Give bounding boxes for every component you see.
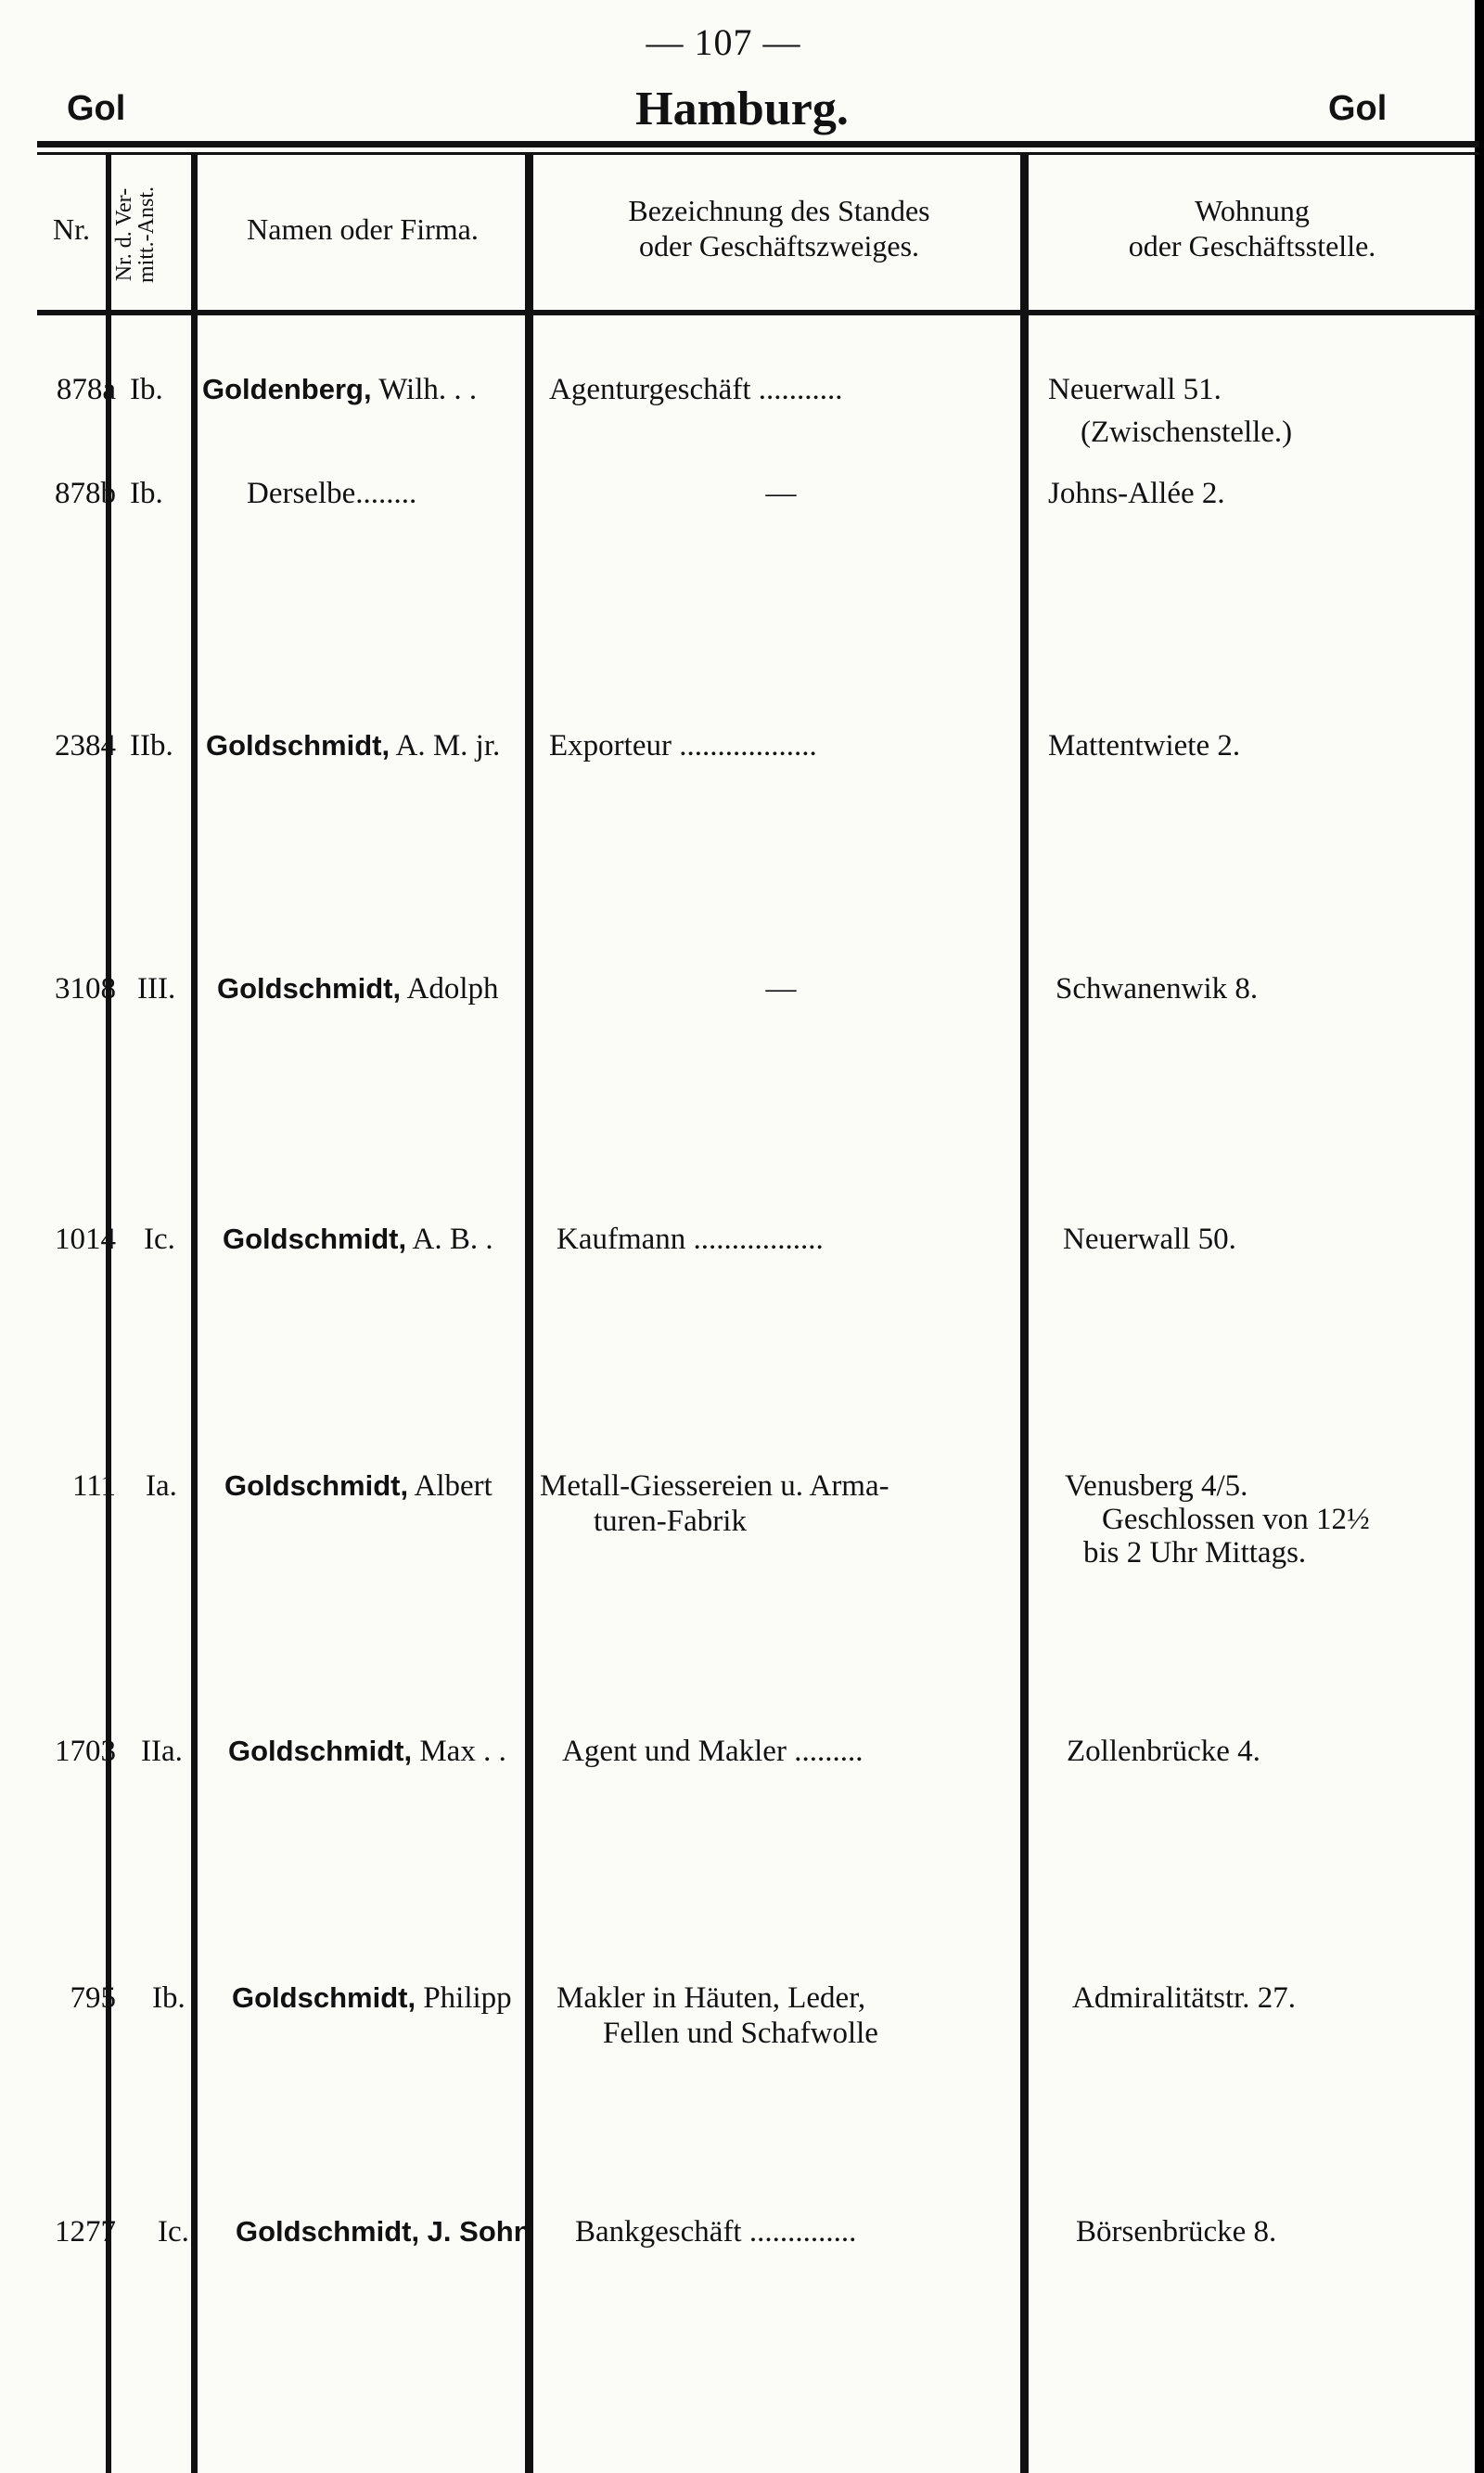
row-name-rest: Albert bbox=[408, 1469, 493, 1503]
row-nr: 3108 bbox=[55, 972, 116, 1006]
header-rule-thick bbox=[37, 141, 1479, 147]
row-name: Derselbe........ bbox=[247, 477, 417, 510]
column-header-stand: Bezeichnung des Standes oder Geschäftszweiges. bbox=[628, 194, 930, 263]
row-vermitt: Ic. bbox=[144, 1223, 175, 1256]
row-vermitt: Ib. bbox=[130, 373, 163, 406]
column-header-nr: Nr. bbox=[53, 212, 90, 246]
row-name bbox=[206, 727, 521, 764]
row-stand-line1: Makler in Häuten, Leder, bbox=[556, 1981, 866, 2015]
page-number: — 107 — bbox=[646, 21, 801, 63]
column-header-wohnung: Wohnung oder Geschäftsstelle. bbox=[1128, 194, 1376, 263]
column-header-vermitt bbox=[108, 158, 163, 311]
column-header-rule bbox=[37, 310, 1479, 315]
row-wohnung: Admiralitätstr. 27. bbox=[1072, 1981, 1297, 2015]
row-wohnung: Börsenbrücke 8. bbox=[1076, 2215, 1277, 2249]
row-wohnung-note: Geschlossen von 12½ bbox=[1102, 1503, 1370, 1536]
row-nr: 878b bbox=[55, 477, 116, 510]
row-name-bold: Goldschmidt, bbox=[217, 972, 402, 1005]
row-vermitt: Ic. bbox=[158, 2215, 189, 2249]
row-name-rest: Wilh. . . bbox=[371, 373, 478, 406]
row-name bbox=[224, 1467, 540, 1505]
row-vermitt: III. bbox=[137, 972, 176, 1006]
row-name-bold: Goldschmidt, bbox=[228, 1735, 413, 1767]
header-right-tag: Gol bbox=[1328, 89, 1388, 128]
row-name-rest: Max . . bbox=[412, 1735, 506, 1768]
row-stand: Kaufmann ................. bbox=[556, 1223, 824, 1256]
row-stand: — bbox=[765, 972, 797, 1006]
column-divider bbox=[1020, 152, 1029, 2473]
row-nr: 1703 bbox=[55, 1735, 116, 1768]
column-divider bbox=[191, 152, 198, 2473]
row-stand: Agent und Makler ......... bbox=[562, 1735, 864, 1768]
row-stand-line2: Fellen und Schafwolle bbox=[603, 2017, 878, 2050]
row-stand-line1: Metall-Giessereien u. Arma- bbox=[540, 1469, 889, 1503]
row-name-rest: Philipp bbox=[416, 1981, 512, 2015]
row-name bbox=[202, 371, 518, 408]
row-name-bold: Goldschmidt, bbox=[224, 1469, 409, 1502]
city-title: Hamburg. bbox=[635, 83, 849, 135]
row-stand: Exporteur .................. bbox=[549, 729, 817, 762]
row-wohnung: Neuerwall 51. bbox=[1048, 373, 1222, 406]
row-wohnung: Schwanenwik 8. bbox=[1055, 972, 1259, 1006]
row-name-bold: Goldschmidt, bbox=[223, 1223, 407, 1255]
row-name bbox=[236, 2213, 551, 2250]
row-name-rest: Adolph bbox=[401, 972, 499, 1006]
row-name-rest: A. B. . bbox=[406, 1223, 493, 1256]
row-vermitt: IIb. bbox=[130, 729, 173, 762]
row-name bbox=[217, 970, 532, 1007]
row-stand: Bankgeschäft .............. bbox=[575, 2215, 857, 2249]
row-name bbox=[228, 1733, 544, 1770]
row-nr: 2384 bbox=[55, 729, 116, 762]
header-left-tag: Gol bbox=[67, 89, 126, 128]
row-vermitt: Ib. bbox=[152, 1981, 186, 2015]
row-stand: Agenturgeschäft ........... bbox=[549, 373, 843, 406]
row-name bbox=[223, 1221, 538, 1258]
row-stand: — bbox=[765, 477, 797, 510]
column-header-name: Namen oder Firma. bbox=[247, 212, 479, 246]
row-name-rest: A. M. jr. bbox=[390, 729, 501, 762]
row-wohnung: Venusberg 4/5. bbox=[1065, 1469, 1248, 1503]
row-name-bold: Goldschmidt, bbox=[206, 729, 390, 762]
row-nr: 878a bbox=[56, 373, 116, 406]
row-nr: 1014 bbox=[55, 1223, 116, 1256]
row-vermitt: IIa. bbox=[141, 1735, 183, 1768]
row-nr: 795 bbox=[70, 1981, 116, 2015]
row-name-bold: Goldenberg, bbox=[202, 373, 372, 405]
row-wohnung-note: bis 2 Uhr Mittags. bbox=[1083, 1536, 1307, 1570]
row-nr: 111 bbox=[71, 1469, 116, 1503]
row-name-bold: Goldschmidt, bbox=[232, 1981, 416, 2014]
row-name-bold: Goldschmidt, J. Sohn bbox=[236, 2215, 531, 2248]
header-rule-thin bbox=[37, 152, 1479, 155]
row-wohnung: Zollenbrücke 4. bbox=[1067, 1735, 1260, 1768]
row-wohnung: Neuerwall 50. bbox=[1063, 1223, 1236, 1256]
row-stand-line2: turen-Fabrik bbox=[594, 1505, 747, 1538]
row-vermitt: Ib. bbox=[130, 477, 163, 510]
row-wohnung-note: (Zwischenstelle.) bbox=[1081, 416, 1293, 449]
column-header-vermitt-label: Nr. d. Ver- mitt.-Anst. bbox=[112, 186, 159, 283]
row-wohnung: Mattentwiete 2. bbox=[1048, 729, 1241, 762]
row-vermitt: Ia. bbox=[146, 1469, 177, 1503]
row-wohnung: Johns-Allée 2. bbox=[1048, 477, 1225, 510]
row-name bbox=[232, 1980, 547, 2017]
row-nr: 1277 bbox=[55, 2215, 116, 2249]
